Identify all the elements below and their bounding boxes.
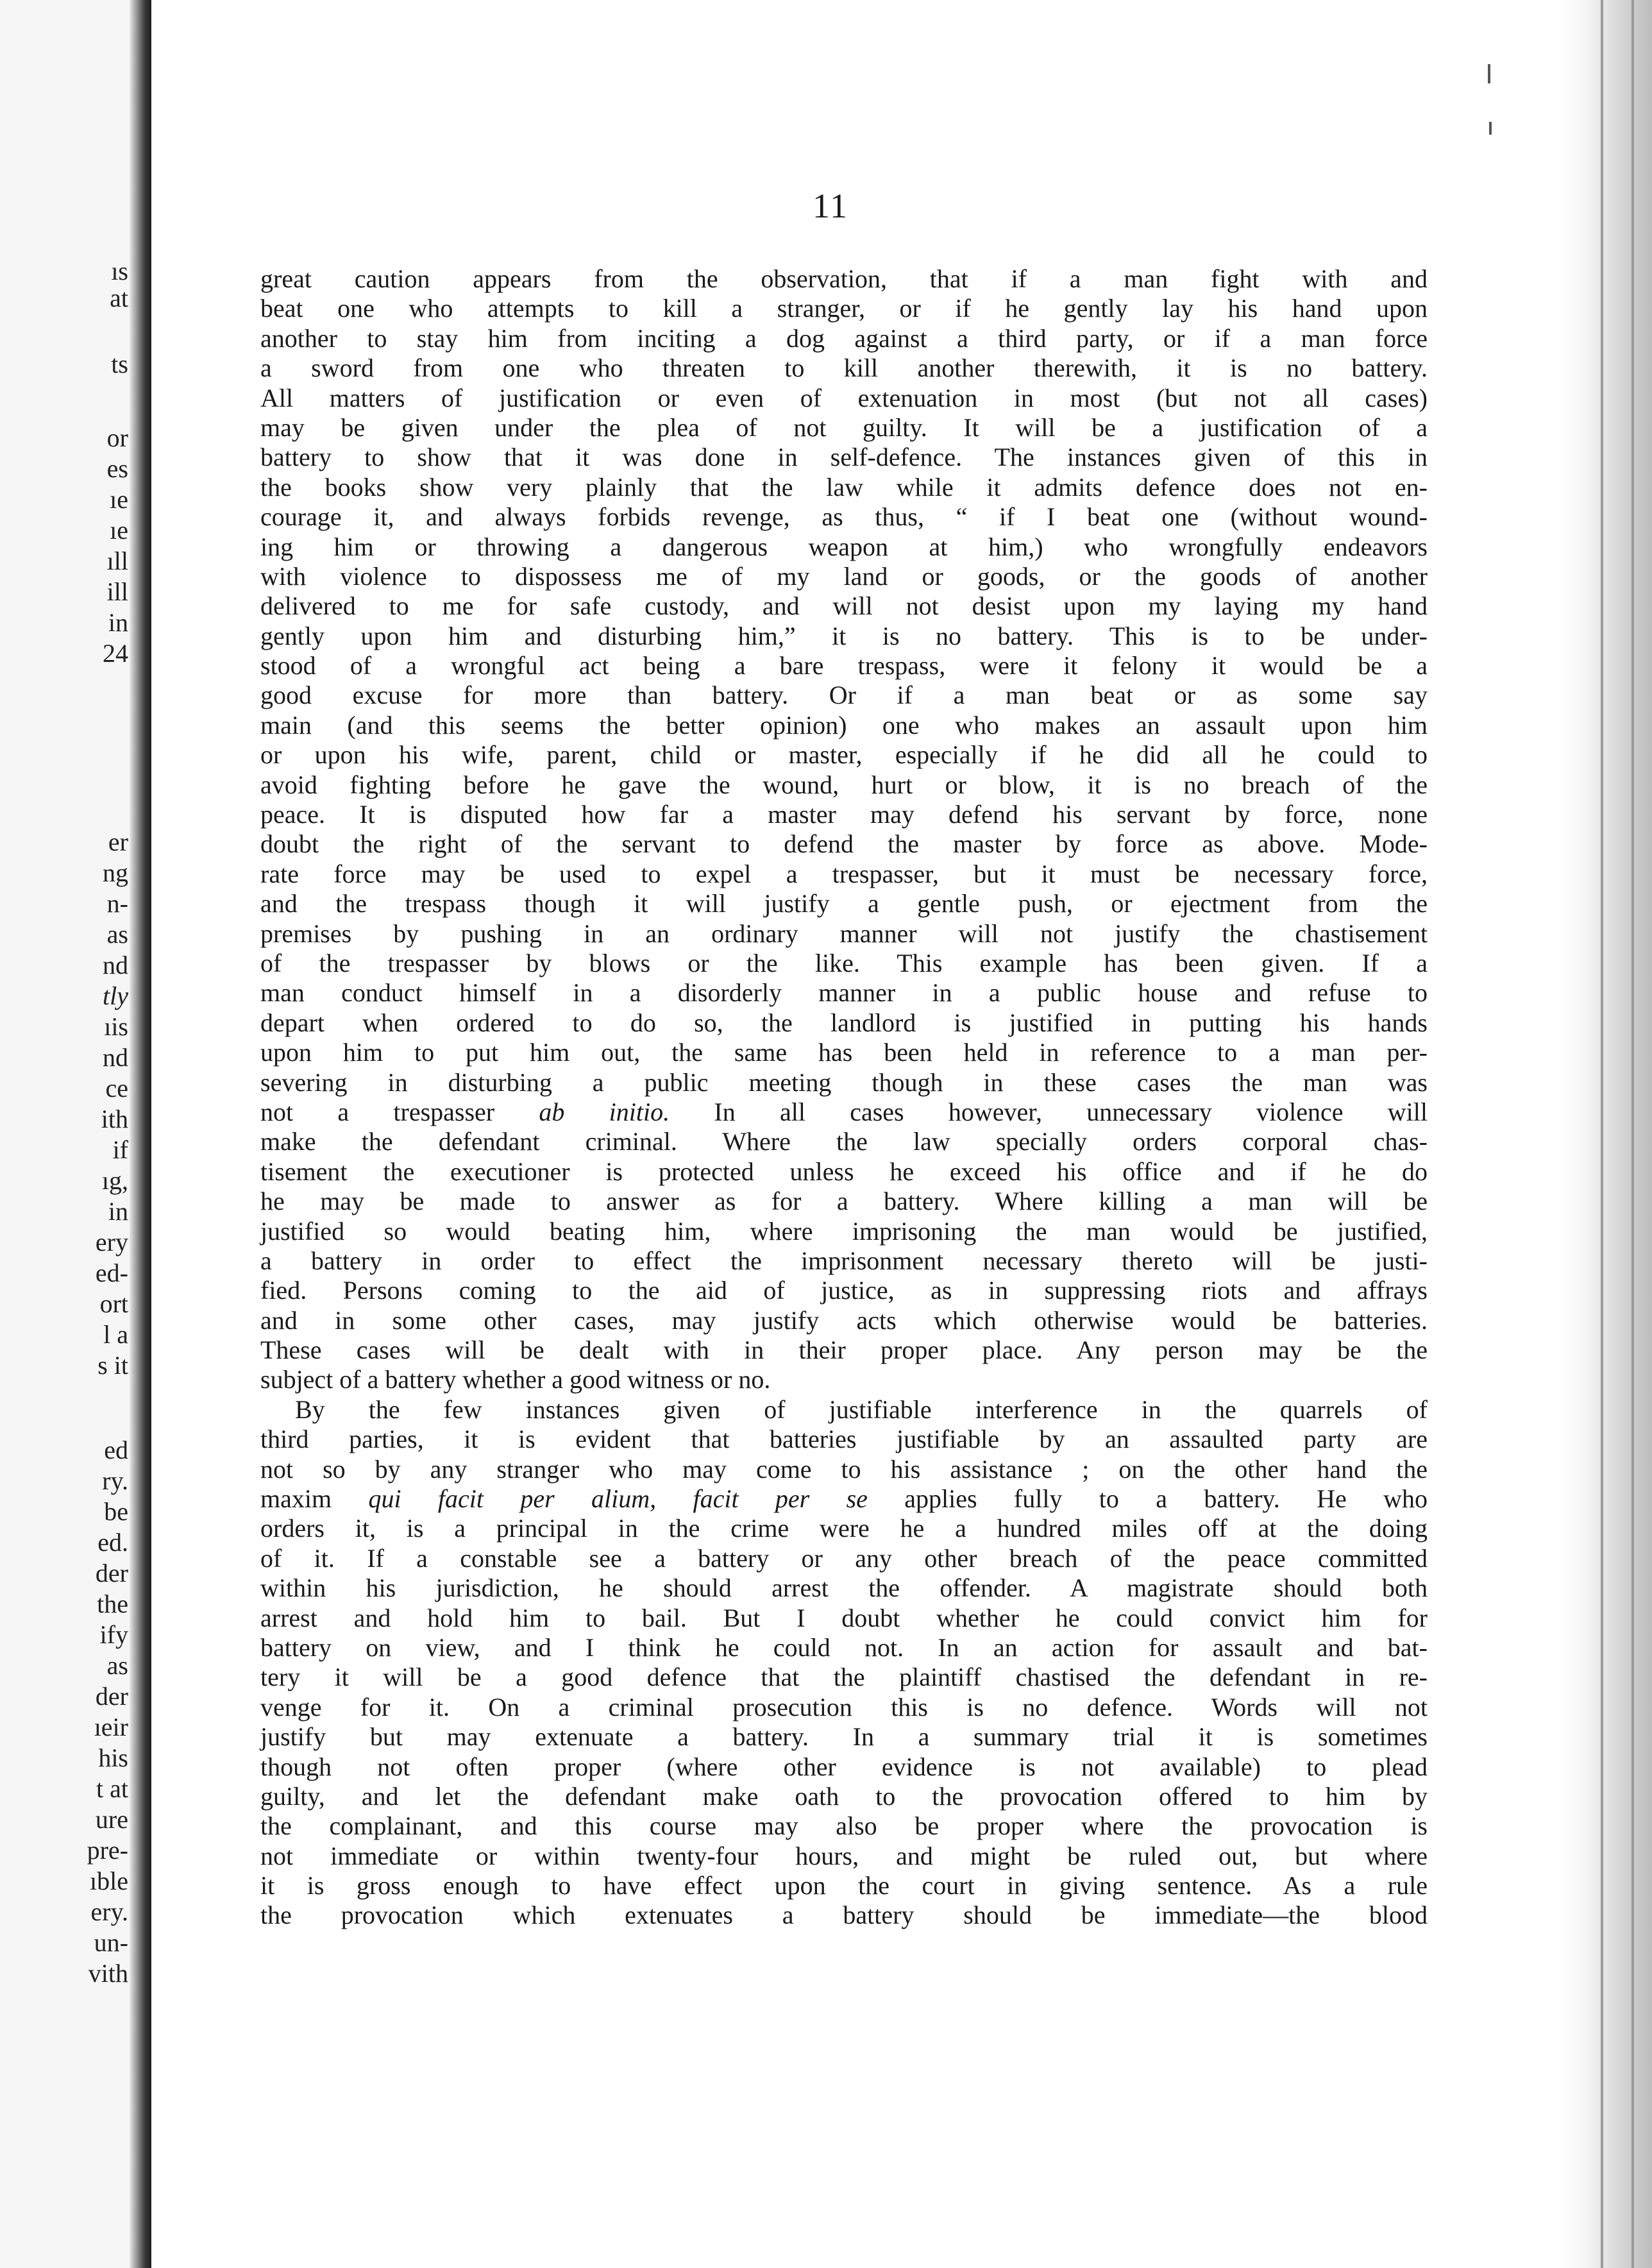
text-line: though not often proper (where other evidence is not available) to plead (260, 1752, 1428, 1781)
text-line: it is gross enough to have effect upon the court in giving sentence. As a rule (260, 1871, 1428, 1900)
fragment: tly (103, 981, 128, 1010)
fragment: at (110, 284, 128, 312)
page-number: 11 (813, 187, 848, 225)
text-line: ing him or throwing a dangerous weapon at him,) who wrongfully endeavors (260, 532, 1428, 561)
text-line: tery it will be a good defence that the plaintiff chastised the defendant in re- (260, 1663, 1428, 1692)
fragment: ıll (106, 546, 128, 575)
text-line: good excuse for more than battery. Or if a man beat or as some say (260, 681, 1428, 710)
text-line: of it. If a constable see a battery or any other breach of the peace committed (260, 1543, 1428, 1573)
text-line: third parties, it is evident that batteries justifiable by an assaulted party are (260, 1425, 1428, 1454)
text-line: of the trespasser by blows or the like. This example has been given. If a (260, 948, 1428, 977)
fragment: der (95, 1682, 128, 1711)
text-line: and in some other cases, may justify acts which otherwise would be batteries. (260, 1305, 1428, 1335)
text-line: doubt the right of the servant to defend the master by force as above. Mode- (260, 829, 1428, 859)
text-line: a battery in order to effect the imprisonment necessary thereto will be justi- (260, 1246, 1428, 1275)
text-line: the complainant, and this course may also be proper where the provocation is (260, 1811, 1428, 1841)
text-line: venge for it. On a criminal prosecution this is no defence. Words will not (260, 1692, 1428, 1722)
text-line: peace. It is disputed how far a master may defend his servant by force, none (260, 800, 1428, 829)
text-line: rate force may be used to expel a trespasser, but it must be necessary force, (260, 859, 1428, 888)
fragment: ts (111, 350, 128, 378)
text-line: orders it, is a principal in the crime were he a hundred miles off at the doing (260, 1514, 1428, 1543)
text-line: arrest and hold him to bail. But I doubt whether he could convict him for (260, 1603, 1428, 1632)
text-line: not so by any stranger who may come to his assistance ; on the other hand the (260, 1454, 1428, 1484)
fragment: ill (106, 577, 128, 606)
text-line: may be given under the plea of not guilty. It will be a justification of a (260, 412, 1428, 442)
fragment: der (95, 1559, 128, 1587)
fragment: ıg, (101, 1166, 128, 1195)
fragment: es (106, 454, 128, 483)
fragment: n- (106, 889, 128, 918)
text-line: These cases will be dealt with in their proper place. Any person may be the (260, 1335, 1428, 1365)
text-line: delivered to me for safe custody, and will not desist upon my laying my hand (260, 591, 1428, 621)
text-line: beat one who attempts to kill a stranger, or if he gently lay his hand upon (260, 294, 1428, 323)
fragment: ıs (111, 257, 128, 285)
text-line: man conduct himself in a disorderly manner in a public house and refuse to (260, 978, 1428, 1008)
text-line: a sword from one who threaten to kill another therewith, it is no battery. (260, 353, 1428, 383)
text-line: another to stay him from inciting a dog against a third party, or if a man force (260, 323, 1428, 353)
fragment: ery (95, 1228, 128, 1257)
fragment: ify (99, 1620, 128, 1649)
fragment: t at (96, 1774, 128, 1803)
text-line: within his jurisdiction, he should arrest the offender. A magistrate should both (260, 1573, 1428, 1603)
fragment: ure (95, 1805, 128, 1834)
text-line: gently upon him and disturbing him,” it is no battery. This is to be under- (260, 621, 1428, 650)
text-line-with-italic (260, 1484, 1428, 1514)
text-segment: not a trespasser (260, 1097, 539, 1126)
text-line: upon him to put him out, the same has been held in reference to a man per- (260, 1038, 1428, 1067)
text-line: the books show very plainly that the law while it admits defence does not en- (260, 472, 1428, 502)
fragment: vith (88, 1959, 128, 1988)
text-line: justify but may extenuate a battery. In a summary trial it is sometimes (260, 1722, 1428, 1752)
fragment: pre- (87, 1836, 128, 1865)
fragment: in (108, 608, 128, 637)
fragment: ed (104, 1435, 128, 1464)
text-line: fied. Persons coming to the aid of justice, as in suppressing riots and affrays (260, 1276, 1428, 1305)
text-line: stood of a wrongful act being a bare trespass, were it felony it would be a (260, 651, 1428, 681)
fragment: nd (103, 951, 128, 979)
fragment: ıe (110, 516, 128, 545)
text-line: with violence to dispossess me of my land or goods, or the goods of another (260, 561, 1428, 591)
fragment: l a (103, 1320, 128, 1349)
text-line: not immediate or within twenty-four hours, and might be ruled out, but where (260, 1841, 1428, 1870)
book-gutter-shadow (130, 0, 151, 2268)
text-line: and the trespass though it will justify a gentle push, or ejectment from the (260, 889, 1428, 918)
text-line: main (and this seems the better opinion) one who makes an assault upon him (260, 710, 1428, 740)
fragment: er (108, 827, 128, 856)
text-line: depart when ordered to do so, the landlord is justified in putting his hands (260, 1008, 1428, 1037)
fragment: ıble (90, 1866, 128, 1895)
fragment: ry. (102, 1466, 128, 1495)
text-line: premises by pushing in an ordinary manner will not justify the chastisement (260, 918, 1428, 948)
fragment: in (108, 1197, 128, 1226)
text-line: battery to show that it was done in self-defence. The instances given of this in (260, 443, 1428, 472)
text-line-with-italic (260, 1097, 1428, 1127)
fragment: be (104, 1497, 128, 1526)
text-line: make the defendant criminal. Where the law specially orders corporal chas- (260, 1127, 1428, 1156)
fragment: as (106, 1651, 128, 1680)
fragment: ed. (97, 1528, 128, 1557)
fragment: as (106, 920, 128, 949)
italic-phrase: ab initio. (539, 1097, 670, 1126)
text-segment: In all cases however, unnecessary violence will (670, 1097, 1428, 1126)
italic-maxim: qui facit per alium, facit per se (368, 1484, 868, 1514)
text-line: All matters of justification or even of extenuation in most (but not all cases) (260, 383, 1428, 412)
adjacent-page-edge (0, 0, 151, 2268)
text-line: severing in disturbing a public meeting though in these cases the man was (260, 1067, 1428, 1097)
fragment: ce (105, 1074, 128, 1103)
fragment: s it (97, 1351, 128, 1380)
text-line: or upon his wife, parent, child or master, especially if he did all he could to (260, 740, 1428, 770)
adjacent-page-text-fragments (0, 0, 128, 2268)
fragment: nd (103, 1043, 128, 1072)
text-line: guilty, and let the defendant make oath to the provocation offered to him by (260, 1781, 1428, 1811)
paragraph-start-line: By the few instances given of justifiable interference in the quarrels of (295, 1394, 1428, 1424)
fragment: the (97, 1589, 128, 1618)
text-line: he may be made to answer as for a battery. Where killing a man will be (260, 1187, 1428, 1216)
fragment: ıis (104, 1012, 128, 1041)
text-line: tisement the executioner is protected unless he exceed his office and if he do (260, 1156, 1428, 1186)
fragment: or (106, 423, 128, 452)
text-line: battery on view, and I think he could not. In an action for assault and bat- (260, 1632, 1428, 1662)
fragment: 24 (103, 639, 128, 668)
page-edge-line (1601, 0, 1603, 2268)
page-body-text (260, 264, 1428, 1931)
fragment: his (98, 1743, 128, 1772)
page-edge-line (1631, 0, 1634, 2268)
book-page (173, 0, 1552, 2268)
paragraph-end-line: subject of a battery whether a good witness or no. (260, 1365, 771, 1394)
fragment: ort (99, 1289, 128, 1318)
fragment: ith (101, 1104, 128, 1133)
text-segment: maxim (260, 1484, 369, 1514)
fragment: ıeir (94, 1713, 128, 1741)
fragment: ıe (110, 485, 128, 514)
fragment: ed- (95, 1258, 128, 1287)
text-line: justified so would beating him, where imprisoning the man would be justified, (260, 1216, 1428, 1246)
text-line: avoid fighting before he gave the wound, hurt or blow, it is no breach of the (260, 770, 1428, 799)
fragment: ery. (90, 1897, 128, 1926)
right-page-edge (1556, 0, 1652, 2268)
fragment: un- (94, 1928, 128, 1957)
fragment: if (112, 1135, 128, 1164)
text-line: the provocation which extenuates a battery should be immediate—the blood (260, 1900, 1428, 1930)
fragment: ng (103, 858, 128, 887)
text-line: great caution appears from the observation, that if a man fight with and (260, 264, 1428, 293)
text-segment: applies fully to a battery. He who (867, 1484, 1428, 1514)
text-line: courage it, and always forbids revenge, as thus, “ if I beat one (without wound- (260, 502, 1428, 532)
